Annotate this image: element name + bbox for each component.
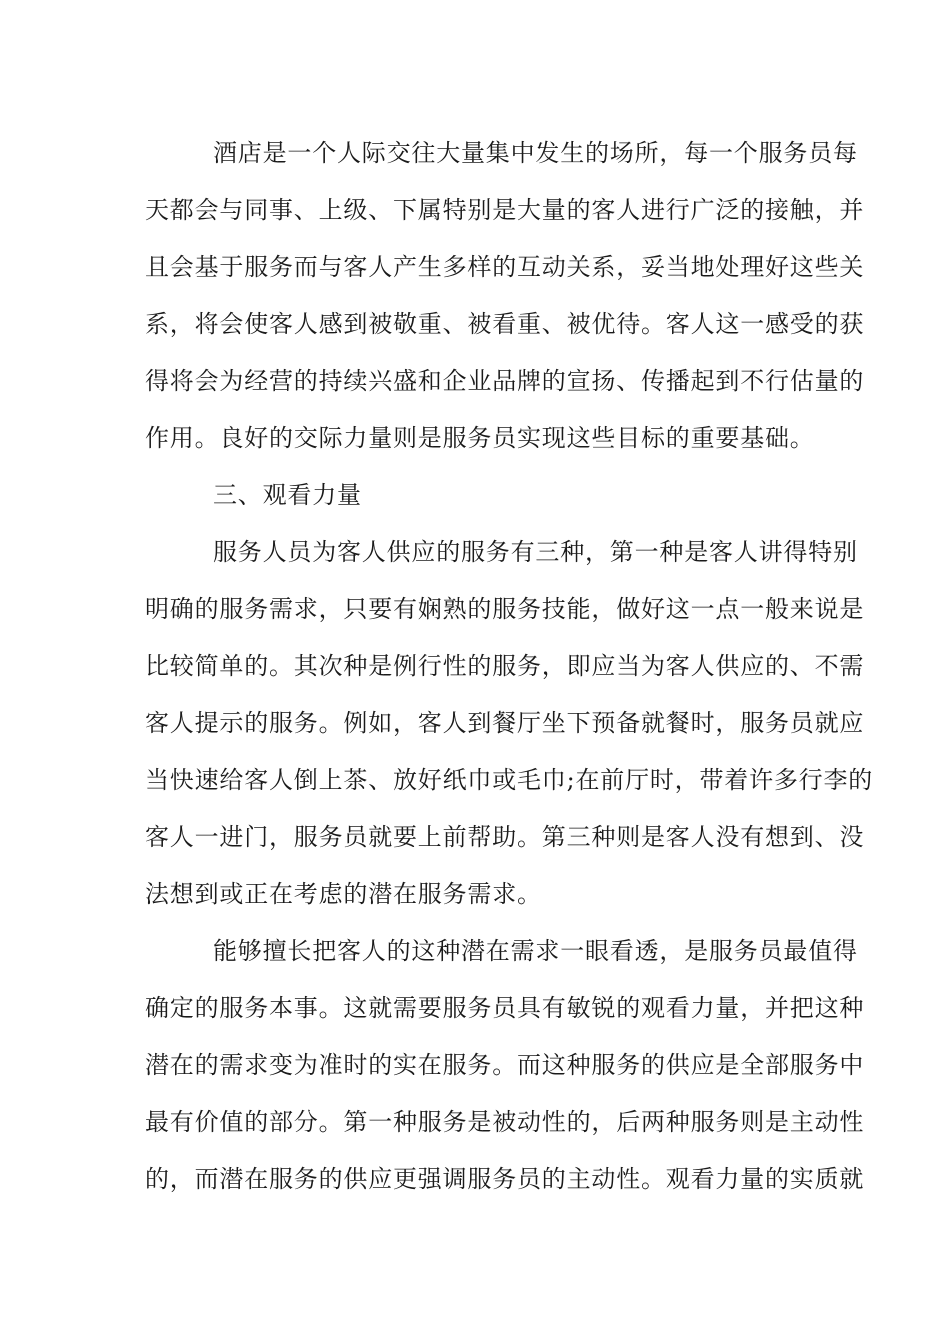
paragraph-3-line-4: 最有价值的部分。第一种服务是被动性的，后两种服务则是主动性 (145, 1108, 865, 1136)
paragraph-2-line-5: 当快速给客人倒上茶、放好纸巾或毛巾;在前厅时，带着许多行李的 (145, 766, 874, 794)
paragraph-1-line-3: 且会基于服务而与客人产生多样的互动关系，妥当地处理好这些关 (145, 253, 865, 281)
paragraph-3-line-3: 潜在的需求变为准时的实在服务。而这种服务的供应是全部服务中 (145, 1051, 865, 1079)
paragraph-2-line-7: 法想到或正在考虑的潜在服务需求。 (145, 880, 542, 908)
paragraph-3-line-5: 的，而潜在服务的供应更强调服务员的主动性。观看力量的实质就 (145, 1165, 865, 1193)
section-heading: 三、观看力量 (213, 481, 362, 509)
paragraph-2-line-4: 客人提示的服务。例如，客人到餐厅坐下预备就餐时，服务员就应 (145, 709, 865, 737)
paragraph-3-line-1: 能够擅长把客人的这种潜在需求一眼看透，是服务员最值得 (213, 937, 858, 965)
paragraph-1-line-5: 得将会为经营的持续兴盛和企业品牌的宣扬、传播起到不行估量的 (145, 367, 865, 395)
paragraph-1-line-4: 系，将会使客人感到被敬重、被看重、被优待。客人这一感受的获 (145, 310, 865, 338)
paragraph-2-line-2: 明确的服务需求，只要有娴熟的服务技能，做好这一点一般来说是 (145, 595, 865, 623)
paragraph-2-line-1: 服务人员为客人供应的服务有三种，第一种是客人讲得特别 (213, 538, 858, 566)
paragraph-1-line-2: 天都会与同事、上级、下属特别是大量的客人进行广泛的接触，并 (145, 196, 865, 224)
paragraph-2-line-3: 比较简单的。其次种是例行性的服务，即应当为客人供应的、不需 (145, 652, 865, 680)
paragraph-2-line-6: 客人一进门，服务员就要上前帮助。第三种则是客人没有想到、没 (145, 823, 865, 851)
paragraph-1-line-1: 酒店是一个人际交往大量集中发生的场所，每一个服务员每 (213, 139, 858, 167)
paragraph-1-line-6: 作用。良好的交际力量则是服务员实现这些目标的重要基础。 (145, 424, 815, 452)
paragraph-3-line-2: 确定的服务本事。这就需要服务员具有敏锐的观看力量，并把这种 (145, 994, 865, 1022)
